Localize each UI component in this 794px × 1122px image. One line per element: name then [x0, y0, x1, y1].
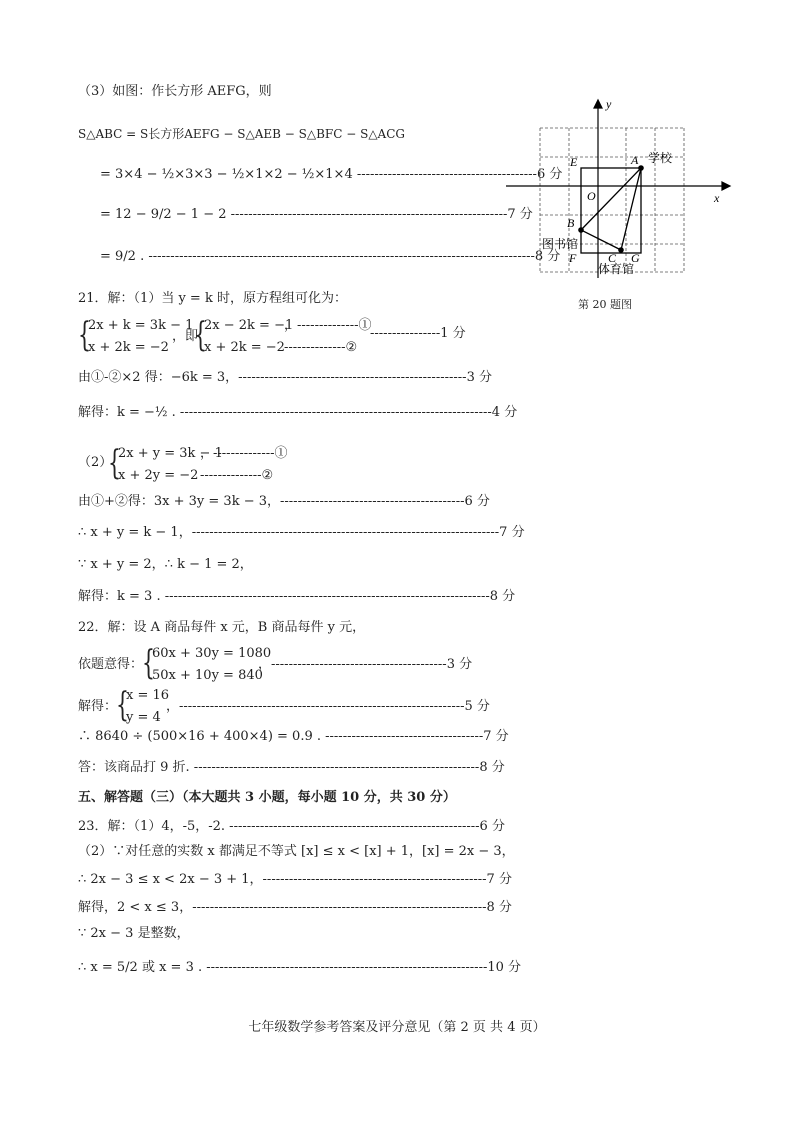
q20-step2: = 12 − 9/2 − 1 − 2 ---------------------------------------------------------------7 分 — [100, 207, 533, 222]
q22-line5: ∴ 8640 ÷ (500×16 + 400×4) = 0.9 . ------------------------------------7 分 — [78, 729, 509, 744]
q22-label1: 依题意得： — [78, 657, 144, 672]
q21-mark3: ，--------------① — [200, 446, 288, 461]
q21-system-a-row2: x + 2k = −2 — [88, 340, 169, 355]
q23-line4: 解得，2 < x ≤ 3，-------------------------------------------------------------------8 分 — [78, 900, 512, 915]
label-b: B — [567, 216, 575, 230]
q21-system-c: { 2x + y = 3k − 1 x + 2y = −2 — [108, 443, 223, 483]
q21-system-b-row2: x + 2k = −2 — [204, 340, 285, 355]
point-b — [578, 227, 584, 233]
q22-system2: { x = 16 y = 4 — [116, 685, 170, 725]
q21-system-c-row2: x + 2y = −2 — [118, 468, 199, 483]
q21-mark1: ，--------------① — [284, 318, 372, 333]
q21-line6: 由①+②得：3x + 3y = 3k − 3，------------------------------------------6 分 — [78, 494, 490, 509]
q21-system-c-row1: 2x + y = 3k − 1 — [118, 446, 223, 461]
q20-intro: （3）如图：作长方形 AEFG，则 — [78, 84, 272, 99]
triangle-abc — [581, 168, 641, 250]
q23-line1: 23．解：（1）4，-5，-2. ---------------------------------------------------------6 分 — [78, 819, 505, 834]
q22-line6: 答：该商品打 9 折. -----------------------------------------------------------------8 分 — [78, 760, 505, 775]
q21-ie: ，即 — [172, 329, 199, 344]
q21-system-a: { 2x + k = 3k − 1 x + 2k = −2 — [78, 315, 194, 355]
q21-line9: 解得：k = 3 . --------------------------------------------------------------------------8 分 — [78, 589, 516, 604]
rectangle-aefg — [581, 168, 641, 253]
q22-title: 22．解：设 A 商品每件 x 元，B 商品每件 y 元， — [78, 620, 366, 635]
q22-system1-row2: 50x + 10y = 840 — [152, 668, 263, 683]
q20-step1: = 3×4 − ½×3×3 − ½×1×2 − ½×1×4 -----------------------------------------6 分 — [100, 167, 563, 182]
section5-heading: 五、解答题（三）（本大题共 3 小题，每小题 10 分，共 30 分） — [78, 790, 456, 805]
q21-line7: ∴ x + y = k − 1，----------------------------------------------------------------------7 分 — [78, 525, 525, 540]
place-school: 学校 — [648, 151, 673, 165]
q22-system1-row1: 60x + 30y = 1080 — [152, 646, 272, 661]
q20-step3: = 9/2 . ----------------------------------------------------------------------------------------8 分 — [100, 249, 561, 264]
q20-formula: S△ABC = S长方形AEFG − S△AEB − S△BFC − S△ACG — [78, 127, 405, 141]
point-a — [638, 165, 644, 171]
label-a: A — [631, 153, 639, 167]
figure-20 — [500, 96, 736, 286]
point-c — [618, 247, 624, 253]
q21-score1: ----------------1 分 — [370, 326, 466, 341]
place-gym: 体育馆 — [598, 262, 635, 276]
q22-system1: { 60x + 30y = 1080 50x + 10y = 840 — [142, 643, 272, 683]
place-library: 图书馆 — [542, 237, 579, 251]
q23-line2: （2）∵对任意的实数 x 都满足不等式 [x] ≤ x < [x] + 1，[x] = 2x − 3， — [78, 844, 515, 859]
q23-line6: ∴ x = 5/2 或 x = 3 . ----------------------------------------------------------------10 分 — [78, 960, 522, 975]
axis-x-label: x — [714, 191, 720, 205]
page-footer: 七年级数学参考答案及评分意见（第 2 页 共 4 页） — [248, 1020, 546, 1035]
q23-line5: ∵ 2x − 3 是整数， — [78, 926, 190, 941]
label-c: C — [608, 251, 617, 265]
q21-part2-label: （2） — [78, 455, 113, 470]
q21-mark2: --------------② — [284, 340, 358, 355]
q21-system-a-row1: 2x + k = 3k − 1 — [88, 318, 194, 333]
q21-title: 21．解：（1）当 y = k 时，原方程组可化为： — [78, 291, 347, 306]
q21-mark4: --------------② — [200, 468, 274, 483]
label-f: F — [569, 251, 577, 265]
label-o: O — [587, 189, 596, 203]
q22-label2: 解得： — [78, 699, 118, 714]
q22-score1: ，----------------------------------------3 分 — [258, 657, 473, 672]
q21-line4: 解得：k = −½ . -----------------------------------------------------------------------4 分 — [78, 405, 518, 420]
q21-system-b-row1: 2x − 2k = −1 — [204, 318, 294, 333]
label-g: G — [631, 251, 640, 265]
figure-caption: 第 20 题图 — [578, 298, 632, 311]
label-e: E — [570, 155, 578, 169]
axis-y-label: y — [606, 97, 612, 111]
q22-system2-row2: y = 4 — [126, 710, 161, 725]
q21-line3: 由①-②×2 得：−6k = 3，----------------------------------------------------3 分 — [78, 370, 492, 385]
q22-system2-row1: x = 16 — [126, 688, 170, 703]
q23-line3: ∴ 2x − 3 ≤ x < 2x − 3 + 1，---------------------------------------------------7 分 — [78, 872, 512, 887]
q22-score2: ，-----------------------------------------------------------------5 分 — [166, 699, 490, 714]
q21-system-b: { 2x − 2k = −1 x + 2k = −2 — [194, 315, 294, 355]
q21-line8: ∵ x + y = 2，∴ k − 1 = 2， — [78, 557, 253, 572]
